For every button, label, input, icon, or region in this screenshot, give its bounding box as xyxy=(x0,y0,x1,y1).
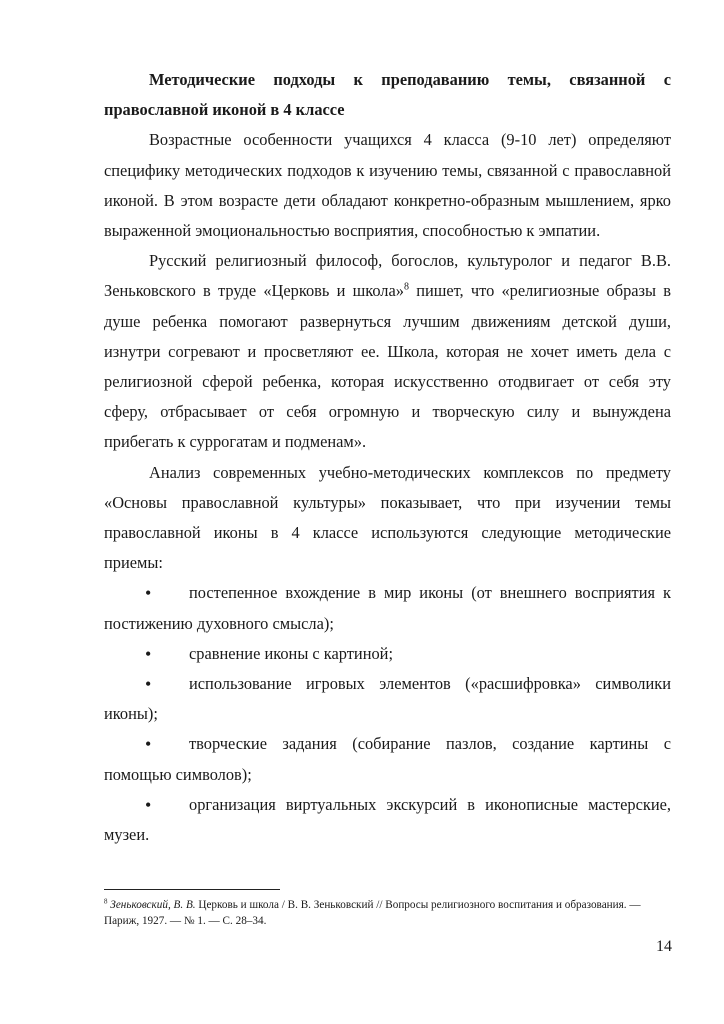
bullet-icon: • xyxy=(145,734,152,755)
list-item xyxy=(104,639,671,669)
page-number: 14 xyxy=(656,938,672,955)
bullet-icon: • xyxy=(145,643,152,664)
footnote-author: Зеньковский, В. В. xyxy=(110,899,196,911)
methods-list xyxy=(104,578,671,850)
list-item-text: использование игровых элементов («расшифровка» символики иконы); xyxy=(104,674,671,724)
list-item xyxy=(104,578,671,638)
paragraph-analysis: Анализ современных учебно-методических комплексов по предмету «Основы православной культуры» показывает, что при изучении темы православной иконы в 4 классе используются следующие методические приемы: xyxy=(104,462,671,573)
list-item-text: постепенное вхождение в мир иконы (от внешнего восприятия к постижению духовного смысла); xyxy=(104,583,671,633)
footnote-reference: 8 xyxy=(403,281,409,293)
footnote-mark: 8 xyxy=(104,897,108,906)
bullet-icon: • xyxy=(145,794,152,815)
list-item-text: сравнение иконы с картиной; xyxy=(189,643,393,663)
footnote-divider xyxy=(104,889,280,890)
bullet-icon: • xyxy=(145,674,152,695)
footnote xyxy=(104,897,644,929)
paragraph-zenkovsky-quote xyxy=(104,246,671,457)
main-text xyxy=(104,65,671,850)
section-title: Методические подходы к преподаванию темы, связанной с православной иконой в 4 классе xyxy=(104,70,671,120)
list-item xyxy=(104,669,671,729)
quote-text: пишет, что «религиозные образы в душе ребенка помогают развернуться лучшим движениям детской души, изнутри согревают и просветляют ее. Школа, которая не хочет иметь дела с религиозной сферой ребенка, которая искусственно отодвигает от себя эту сферу, отбрасывает от себя огромную и творческую силу и вынуждена прибегать к суррогатам и подменам». xyxy=(104,281,671,452)
list-item-text: творческие задания (собирание пазлов, создание картины с помощью символов); xyxy=(104,734,671,784)
list-item-text: организация виртуальных экскурсий в иконописные мастерские, музеи. xyxy=(104,794,671,845)
footnote-text: Церковь и школа / В. В. Зеньковский // Вопросы религиозного воспитания и образования. — Париж, 1927. — № 1. — С. 28–34. xyxy=(104,899,641,927)
paragraph-age-features: Возрастные особенности учащихся 4 класса (9-10 лет) определяют специфику методических подходов к изучению темы, связанной с православной иконой. В этом возрасте дети обладают конкретно-образным мышлением, ярко выраженной эмоциональностью восприятия, способностью к эмпатии. xyxy=(104,130,671,241)
quote-intro: Русский религиозный философ, богослов, культуролог и педагог В.В. Зеньковского в труде «Церковь и школа» xyxy=(104,251,671,301)
bullet-icon: • xyxy=(145,583,152,604)
list-item xyxy=(104,729,671,789)
list-item xyxy=(104,790,671,850)
